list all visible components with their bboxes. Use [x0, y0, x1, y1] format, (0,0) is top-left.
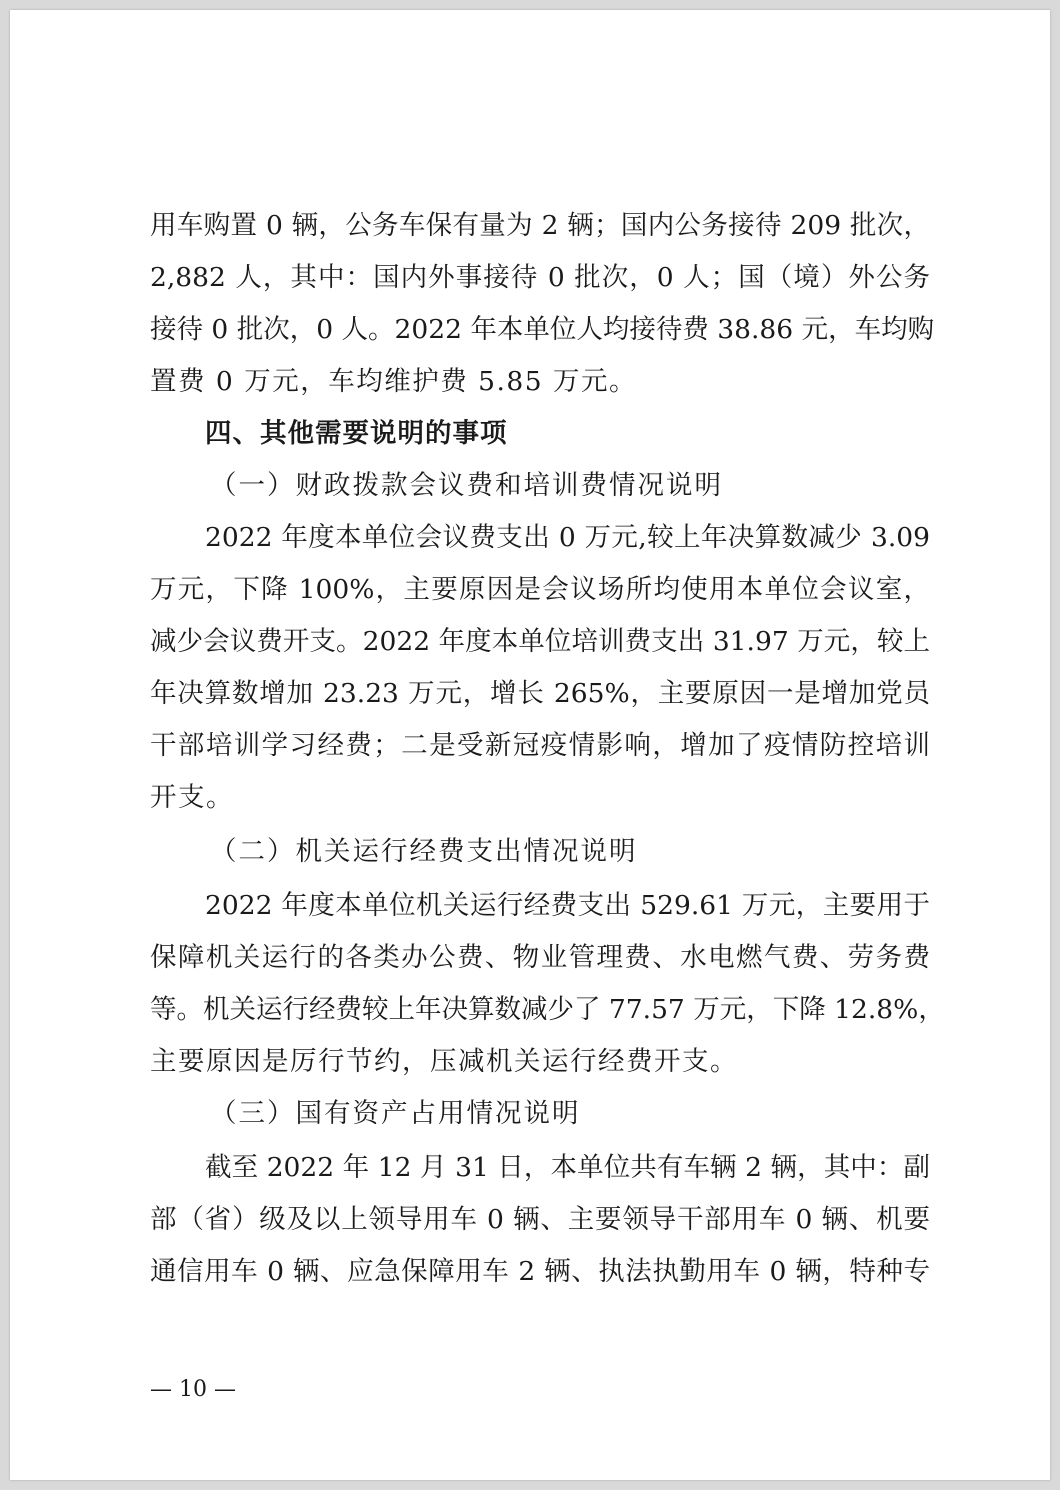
paragraph-line: 等。机关运行经费较上年决算数减少了 77.57 万元，下降 12.8%，: [150, 994, 945, 1025]
subsection-heading: （一）财政拨款会议费和培训费情况说明: [210, 470, 723, 501]
paragraph-line: 开支。: [150, 782, 234, 813]
paragraph-line: 通信用车 0 辆、应急保障用车 2 辆、执法执勤用车 0 辆，特种专: [150, 1256, 930, 1287]
paragraph-line: 截至 2022 年 12 月 31 日，本单位共有车辆 2 辆，其中：副: [205, 1152, 930, 1183]
paragraph-line: 2022 年度本单位会议费支出 0 万元,较上年决算数减少 3.09: [205, 522, 930, 553]
paragraph-line: 干部培训学习经费；二是受新冠疫情影响，增加了疫情防控培训: [150, 730, 930, 761]
paragraph-line: 减少会议费开支。2022 年度本单位培训费支出 31.97 万元，较上: [150, 626, 930, 657]
subsection-heading: （二）机关运行经费支出情况说明: [210, 836, 638, 867]
paragraph-line: 年决算数增加 23.23 万元，增长 265%，主要原因一是增加党员: [150, 678, 930, 709]
paragraph-line: 保障机关运行的各类办公费、物业管理费、水电燃气费、劳务费: [150, 942, 930, 973]
paragraph-line: 2,882 人，其中：国内外事接待 0 批次，0 人；国（境）外公务: [150, 262, 930, 293]
paragraph-line: 置费 0 万元，车均维护费 5.85 万元。: [150, 366, 638, 397]
subsection-heading: （三）国有资产占用情况说明: [210, 1098, 581, 1129]
page-number: — 10 —: [150, 1377, 236, 1402]
paragraph-line: 用车购置 0 辆，公务车保有量为 2 辆；国内公务接待 209 批次，: [150, 210, 930, 241]
paragraph-line: 2022 年度本单位机关运行经费支出 529.61 万元，主要用于: [205, 890, 930, 921]
paragraph-line: 万元，下降 100%，主要原因是会议场所均使用本单位会议室，: [150, 574, 930, 605]
paragraph-line: 部（省）级及以上领导用车 0 辆、主要领导干部用车 0 辆、机要: [150, 1204, 930, 1235]
section-heading: 四、其他需要说明的事项: [205, 418, 508, 449]
paragraph-line: 接待 0 批次，0 人。2022 年本单位人均接待费 38.86 元，车均购: [150, 314, 935, 345]
paragraph-line: 主要原因是厉行节约，压减机关运行经费开支。: [150, 1046, 738, 1077]
